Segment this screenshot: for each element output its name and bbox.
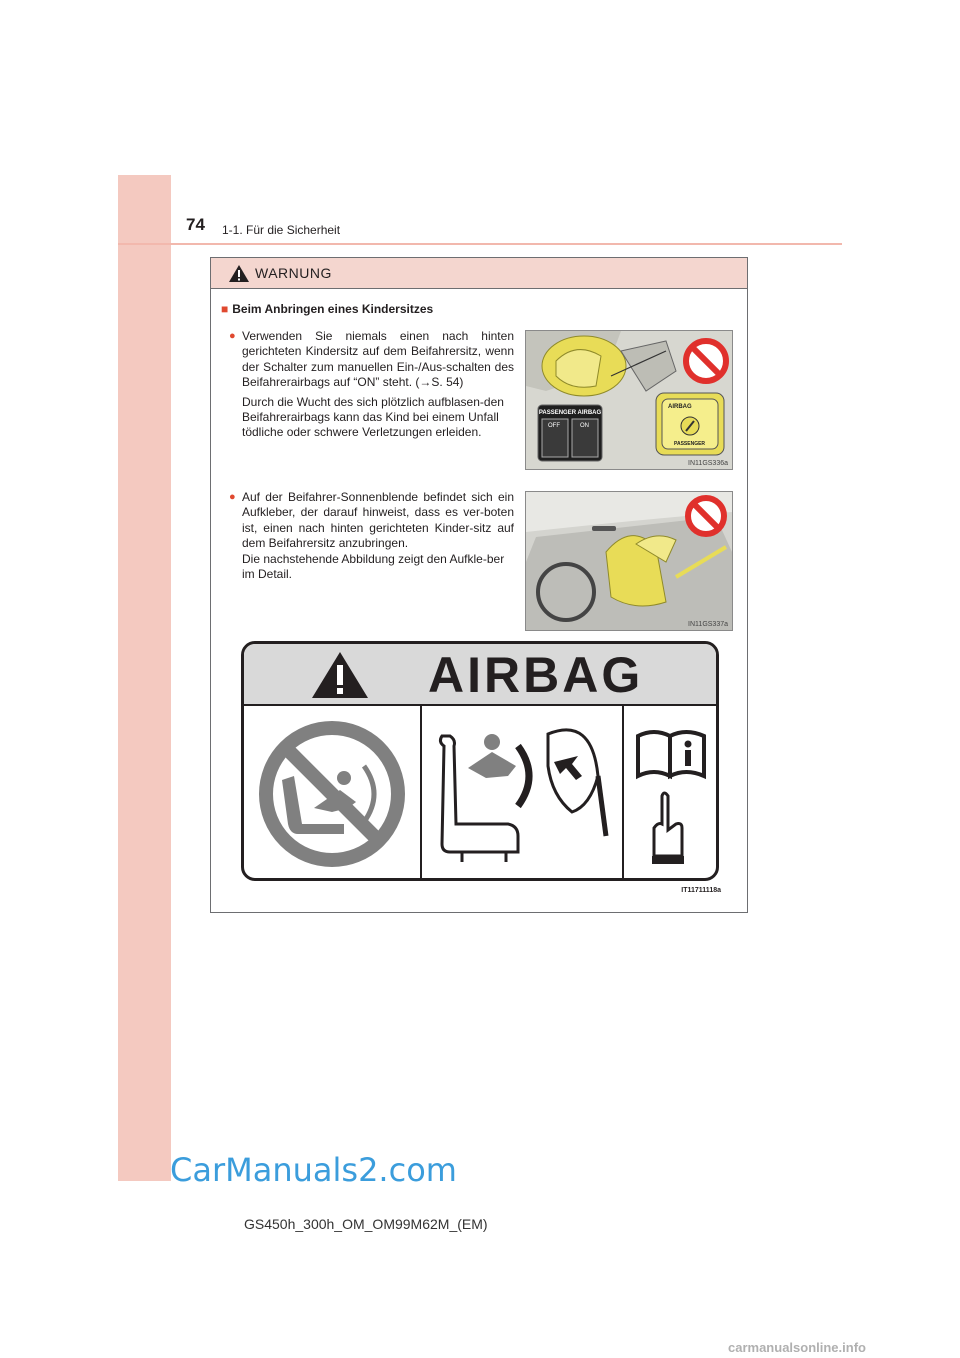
figure-2-code: IN11GS337a [688, 621, 728, 628]
bullet-1-paragraph-1: Verwenden Sie niemals einen nach hinten gerichteten Kindersitz auf dem Beifahrersitz, wenn der Schalter zum manuellen Ein-/Aus-schalten des Beifahrerairbags auf “ON” steht. (→S. 54) [242, 329, 514, 390]
bullet-2-paragraph-1: Auf der Beifahrer-Sonnenblende befindet sich ein Aufkleber, der darauf hinweist, dass es ver-boten ist, einen nach hinten gerichteten Kinder-sitz auf dem Beifahrersitz anzubringen. [242, 490, 514, 551]
subheading [221, 302, 433, 316]
footer-manual-code: GS450h_300h_OM_OM99M62M_(EM) [244, 1216, 488, 1232]
child-seat-airbag-illustration [526, 331, 732, 469]
bullet-2-paragraph-2: Die nachstehende Abbildung zeigt den Aufkle-ber im Detail. [242, 551, 505, 582]
bullet-dot-icon: ● [229, 491, 236, 503]
airbag-label [241, 641, 719, 881]
page-number: 74 [186, 215, 205, 234]
bullet-2 [229, 490, 514, 582]
bullet-1 [229, 329, 514, 441]
site-watermark: carmanualsonline.info [728, 1340, 866, 1355]
figure-child-seat-switch [525, 330, 733, 470]
header-rule [118, 243, 842, 245]
label-cell-deployment [422, 706, 624, 878]
sidebar-band [118, 175, 171, 1181]
brand-watermark: CarManuals2.com [170, 1151, 457, 1189]
label-cell-manual [624, 706, 719, 878]
square-bullet-icon: ■ [221, 302, 229, 316]
no-rear-facing-seat-icon [244, 706, 420, 881]
airbag-word: AIRBAG [428, 647, 644, 703]
bullet-1-paragraph-2: Durch die Wucht des sich plötzlich aufblasen-den Beifahrerairbags kann das Kind bei einem Unfall tödliche oder schwere Verletzungen erleiden. [242, 394, 504, 440]
label-cell-prohibited [244, 706, 422, 878]
warning-title: WARNUNG [255, 265, 332, 281]
disc-sub-text: PASSENGER [674, 441, 706, 447]
figure-car-interior [525, 491, 733, 631]
warning-triangle-icon [229, 265, 249, 282]
warning-header [211, 258, 747, 289]
bullet-dot-icon: ● [229, 330, 236, 342]
switch-title-text: PASSENGER AIRBAG [538, 410, 602, 416]
switch-on-text: ON [580, 423, 589, 429]
car-interior-illustration [526, 492, 732, 630]
warning-box [210, 257, 748, 913]
label-warning-triangle-icon [312, 652, 368, 698]
airbag-deployment-icon [422, 706, 622, 881]
subheading-text: Beim Anbringen eines Kindersitzes [232, 302, 434, 316]
switch-off-text: OFF [548, 423, 560, 429]
airbag-label-header [244, 644, 716, 706]
section-title: 1-1. Für die Sicherheit [222, 223, 341, 237]
airbag-label-code: IT11711118a [681, 887, 721, 894]
disc-title-text: AIRBAG [668, 404, 692, 410]
figure-1-code: IN11GS336a [688, 460, 728, 467]
manual-book-info-icon [624, 706, 719, 881]
